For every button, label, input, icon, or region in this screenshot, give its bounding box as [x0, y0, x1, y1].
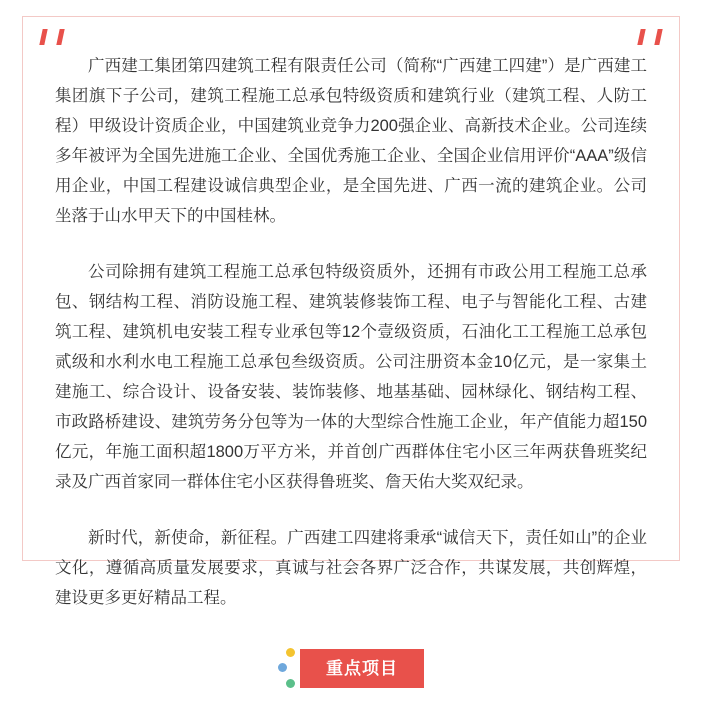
paragraph: 新时代，新使命，新征程。广西建工四建将秉承“诚信天下，责任如山”的企业文化，遵循高质量发展要求，真诚与社会各界广泛合作，共谋发展，共创辉煌，建设更多更好精品工程。: [55, 529, 647, 607]
section-heading-label: 重点项目: [300, 649, 424, 688]
company-profile-text: [55, 51, 647, 613]
section-heading-inner: [278, 648, 424, 688]
paragraph: 广西建工集团第四建筑工程有限责任公司（简称“广西建工四建”）是广西建工集团旗下子公司，建筑工程施工总承包特级资质和建筑行业（建筑工程、人防工程）甲级设计资质企业，中国建筑业竞争力200强企业、高新技术企业。公司连续多年被评为全国先进施工企业、全国优秀施工企业、全国企业信用评价“AAA”级信用企业，中国工程建设诚信典型企业，是全国先进、广西一流的建筑企业。公司坐落于山水甲天下的中国桂林。: [55, 57, 647, 225]
quote-mark-right-icon: [639, 29, 661, 45]
quote-mark-left-icon: [41, 29, 63, 45]
section-heading-key-projects: [0, 632, 702, 704]
three-dots-decoration-icon: [278, 648, 300, 688]
paragraph: 公司除拥有建筑工程施工总承包特级资质外，还拥有市政公用工程施工总承包、钢结构工程、消防设施工程、建筑装修装饰工程、电子与智能化工程、古建筑工程、建筑机电安装工程专业承包等12个壹级资质，石油化工工程施工总承包贰级和水利水电工程施工总承包叁级资质。公司注册资本金10亿元，是一家集土建施工、综合设计、设备安装、装饰装修、地基基础、园林绿化、钢结构工程、市政路桥建设、建筑劳务分包等为一体的大型综合性施工企业，年产值能力超150亿元，年施工面积超1800万平方米，并首创广西群体住宅小区三年两获鲁班奖纪录及广西首家同一群体住宅小区获得鲁班奖、詹天佑大奖双纪录。: [55, 263, 647, 491]
company-profile-card: [22, 16, 680, 607]
